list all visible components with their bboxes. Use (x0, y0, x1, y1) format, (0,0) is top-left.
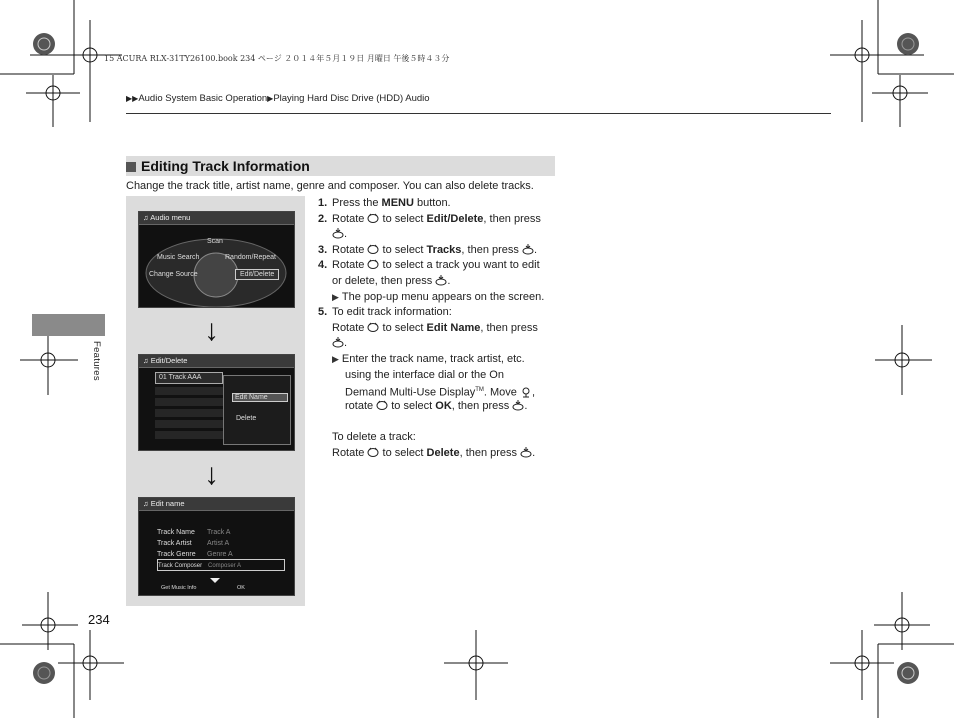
track-row-selected[interactable]: 01 Track AAA (155, 372, 223, 384)
music-note-icon: ♫ (143, 356, 151, 365)
note-arrow-icon: ▶ (332, 291, 339, 302)
file-info-line: 15 ACURA RLX-31TY26100.book 234 ページ ２０１４年５月１９日 月曜日 午後５時４３分 (104, 54, 450, 63)
menu-item-scan[interactable]: Scan (207, 238, 223, 245)
menu-item-random-repeat[interactable]: Random/Repeat (225, 254, 276, 261)
get-music-info-button[interactable]: Get Music Info (161, 585, 197, 591)
breadcrumb-arrow-icon: ▶▶ (126, 94, 139, 103)
step-5-note-4: rotate to select OK, then press . (345, 399, 528, 412)
menu-item-music-search[interactable]: Music Search (157, 254, 200, 261)
down-arrow-icon: ↓ (204, 314, 219, 347)
move-dial-icon (520, 387, 532, 398)
popup-menu (223, 375, 291, 445)
press-dial-icon (520, 447, 532, 458)
scroll-down-icon[interactable] (210, 578, 220, 583)
section-title-bar (126, 156, 555, 176)
rotate-dial-icon (376, 400, 388, 411)
edit-delete-title: ♫ Edit/Delete (139, 355, 294, 368)
step-2-cont: . (318, 227, 568, 243)
rotate-dial-icon (367, 213, 379, 224)
chapter-tab (32, 314, 105, 336)
track-list (155, 372, 223, 442)
field-row-track-genre[interactable]: Track Genre Genre A (157, 551, 233, 558)
edit-name-title: ♫ Edit name (139, 498, 294, 511)
section-intro: Change the track title, artist name, genre and composer. You can also delete tracks. (126, 180, 534, 192)
delete-heading: To delete a track: (332, 430, 416, 443)
note-arrow-icon: ▶ (332, 353, 339, 364)
chapter-label: Features (91, 341, 102, 381)
step-5-note-3: Demand Multi-Use Display™. Move , (345, 386, 536, 399)
track-row[interactable] (155, 431, 223, 439)
press-dial-icon (522, 244, 534, 255)
popup-item-edit-name[interactable]: Edit Name (232, 393, 288, 402)
music-note-icon: ♫ (143, 499, 151, 508)
field-row-track-artist[interactable]: Track Artist Artist A (157, 540, 230, 547)
section-title: Editing Track Information (141, 158, 310, 174)
page-number: 234 (88, 612, 110, 627)
track-row[interactable] (155, 420, 223, 428)
press-dial-icon (332, 228, 344, 239)
menu-item-edit-delete[interactable]: Edit/Delete (235, 269, 279, 280)
step-4-cont: or delete, then press . (332, 274, 451, 287)
ok-button[interactable]: OK (237, 585, 245, 591)
press-dial-icon (332, 337, 344, 348)
track-row[interactable] (155, 387, 223, 395)
down-arrow-icon: ↓ (204, 458, 219, 491)
step-5: 5. To edit track information: (318, 306, 452, 319)
step-5-note-1: ▶ Enter the track name, track artist, etc. (332, 352, 525, 365)
breadcrumb-link-hdd[interactable]: Playing Hard Disc Drive (HDD) Audio (273, 93, 430, 104)
rotate-dial-icon (367, 259, 379, 270)
edit-delete-screen (138, 354, 295, 451)
track-row[interactable] (155, 409, 223, 417)
header-rule (126, 113, 831, 114)
step-5-note-2: using the interface dial or the On (345, 368, 504, 381)
music-note-icon: ♫ (143, 213, 151, 222)
delete-step: Rotate to select Delete, then press . (332, 446, 536, 459)
steps-list (318, 196, 568, 461)
step-5-edit-cont: . (318, 336, 568, 352)
breadcrumb-link-audio[interactable]: Audio System Basic Operation (138, 93, 268, 104)
step-1: 1. Press the MENU button. (318, 197, 451, 209)
audio-menu-title: ♫ Audio menu (139, 212, 294, 225)
edit-name-screen (138, 497, 295, 596)
field-row-track-composer[interactable]: Track Composer Composer A (157, 559, 285, 571)
section-square-icon (126, 162, 136, 172)
field-row-track-name[interactable]: Track Name Track A (157, 529, 231, 536)
audio-menu-screen (138, 211, 295, 308)
breadcrumb-arrow-icon: ▶ (267, 94, 274, 103)
edit-name-fields (157, 526, 285, 571)
press-dial-icon (512, 400, 524, 411)
step-5-edit: Rotate to select Edit Name, then press (332, 321, 538, 334)
press-dial-icon (435, 275, 447, 286)
step-2: 2. Rotate to select Edit/Delete, then press (318, 212, 541, 225)
track-row[interactable] (155, 398, 223, 406)
step-4: 4. Rotate to select a track you want to edit (318, 259, 540, 272)
breadcrumb (126, 93, 430, 104)
popup-item-delete[interactable]: Delete (236, 415, 257, 422)
step-4-note: ▶ The pop-up menu appears on the screen. (332, 290, 545, 303)
menu-item-change-source[interactable]: Change Source (149, 271, 198, 278)
step-3: 3. Rotate to select Tracks, then press . (318, 243, 538, 256)
rotate-dial-icon (367, 244, 379, 255)
rotate-dial-icon (367, 322, 379, 333)
rotate-dial-icon (367, 447, 379, 458)
